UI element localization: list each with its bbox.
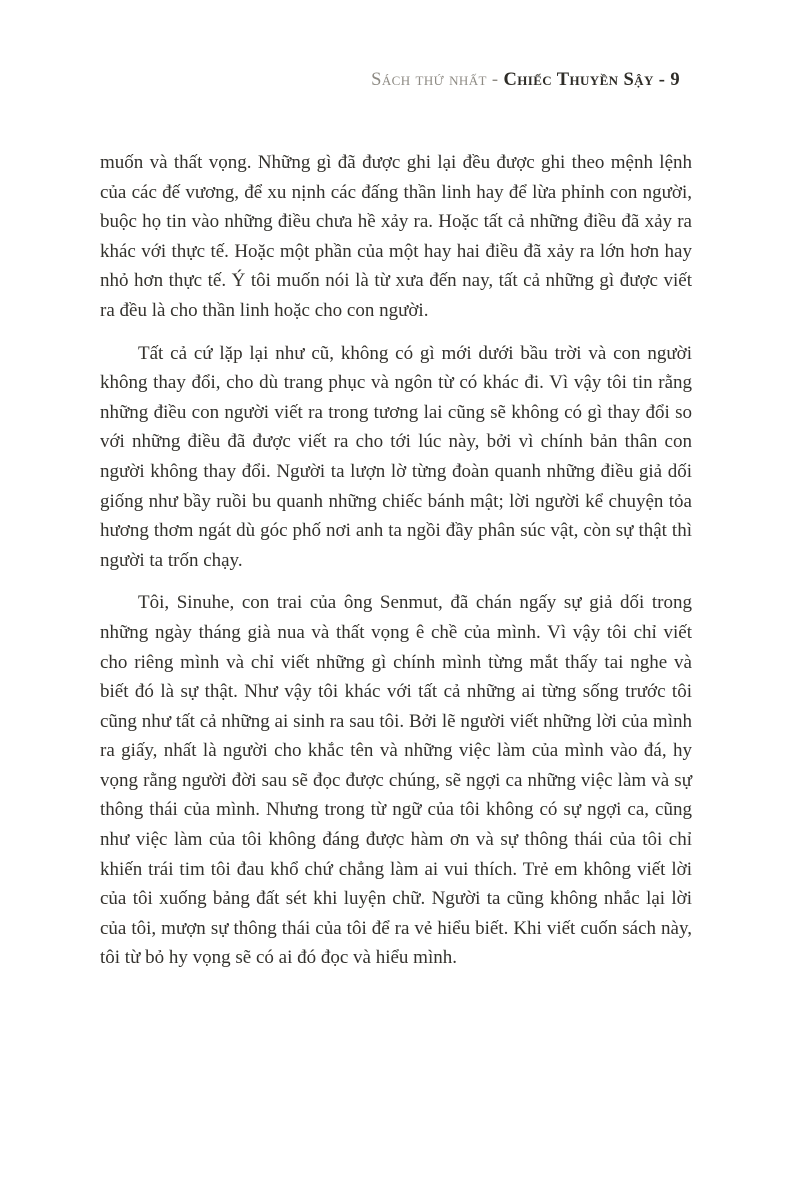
running-head-book-label: Sách thứ nhất - [371,70,504,90]
paragraph: Tất cả cứ lặp lại như cũ, không có gì mới dưới bầu trời và con người không thay đổi, cho dù trang phục và ngôn từ có khác đi. Vì vậy tôi tin rằng những điều con người viết ra trong tương lai cũng sẽ không có gì thay đổi so với những điều đã được viết ra cho tới lúc này, bởi vì chính bản thân con người không thay đổi. Người ta lượn lờ từng đoàn quanh những điều giả dối giống như bầy ruồi bu quanh những chiếc bánh mật; lời người kể chuyện tỏa hương thơm ngát dù góc phố nơi anh ta ngồi đầy phân súc vật, còn sự thật thì người ta trốn chạy. [100,342,692,571]
running-head [100,70,680,91]
body-text-block [100,148,692,986]
running-head-chapter-page: Chiếc Thuyền Sậy - 9 [503,70,680,90]
paragraph: Tôi, Sinuhe, con trai của ông Senmut, đã chán ngấy sự giả dối trong những ngày tháng già nua và thất vọng ê chề của mình. Vì vậy tôi chỉ viết cho riêng mình và chỉ viết những gì chính mình từng mắt thấy tai nghe và biết đó là sự thật. Như vậy tôi khác với tất cả những ai từng sống trước tôi cũng như tất cả những ai sinh ra sau tôi. Bởi lẽ người viết những lời của mình ra giấy, nhất là người cho khắc tên và những việc làm của mình vào đá, hy vọng rằng người đời sau sẽ đọc được chúng, sẽ ngợi ca những việc làm và sự thông thái của mình. Nhưng trong từ ngữ của tôi không có sự ngợi ca, cũng như việc làm của tôi không đáng được hàm ơn và sự thông thái của tôi chỉ khiến trái tim tôi đau khổ chứ chẳng làm ai vui thích. Trẻ em không viết lời của tôi xuống bảng đất sét khi luyện chữ. Người ta cũng không nhắc lại lời của tôi, mượn sự thông thái của tôi để ra vẻ hiểu biết. Khi viết cuốn sách này, tôi từ bỏ hy vọng sẽ có ai đó đọc và hiểu mình. [100,592,692,969]
paragraph-continuation: muốn và thất vọng. Những gì đã được ghi lại đều được ghi theo mệnh lệnh của các đế vương, để xu nịnh các đấng thần linh hay để lừa phỉnh con người, buộc họ tin vào những điều chưa hề xảy ra. Hoặc tất cả những điều đã xảy ra khác với thực tế. Hoặc một phần của một hay hai điều đã xảy ra lớn hơn hay nhỏ hơn thực tế. Ý tôi muốn nói là từ xưa đến nay, tất cả những gì được viết ra đều là cho thần linh hoặc cho con người. [100,152,692,321]
